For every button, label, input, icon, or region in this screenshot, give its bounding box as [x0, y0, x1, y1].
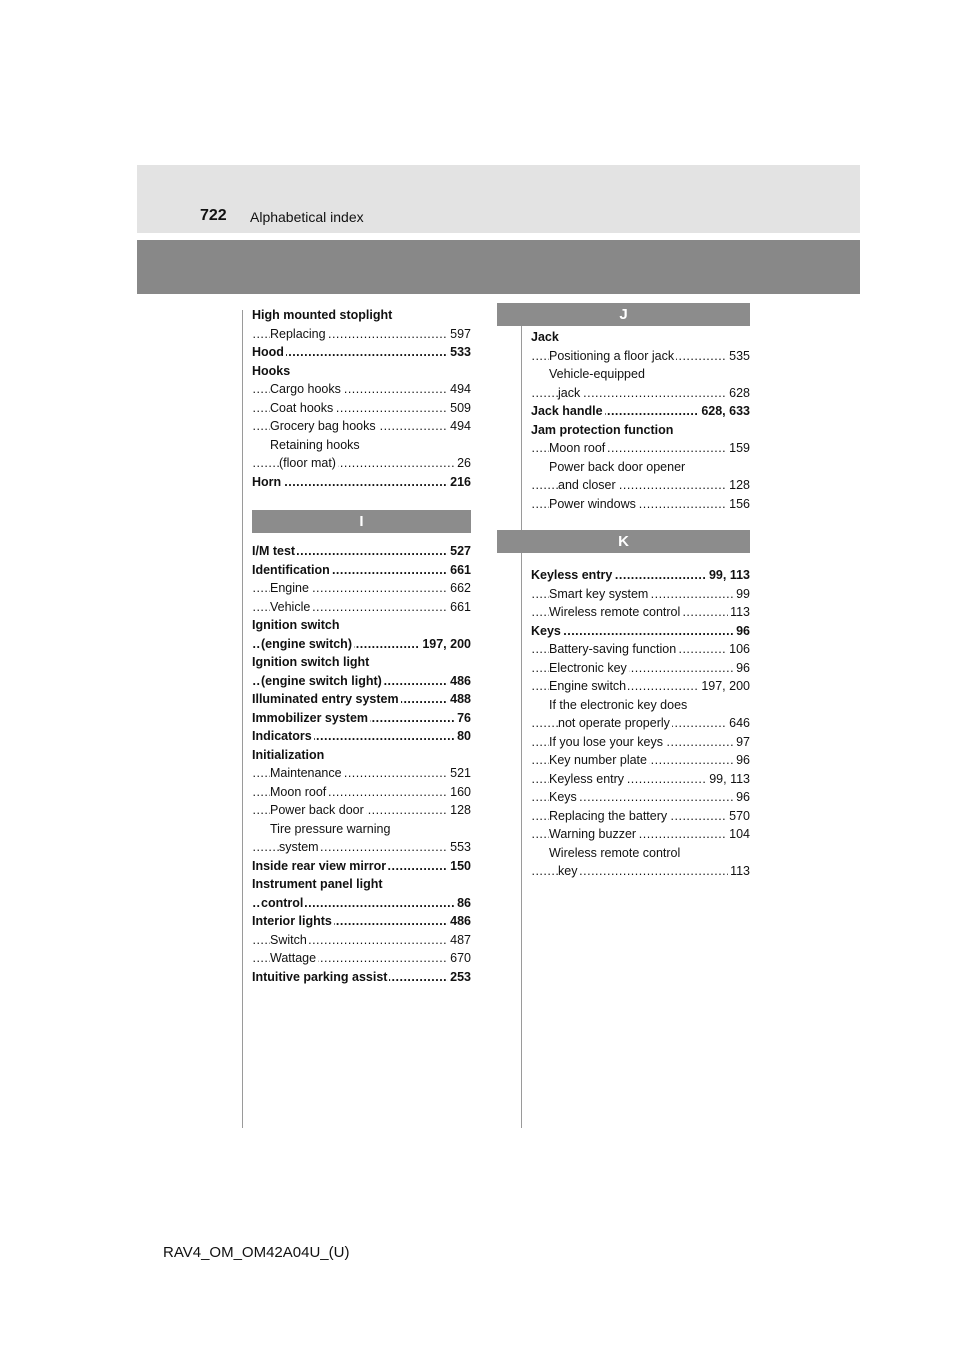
index-entry	[252, 579, 471, 598]
index-entry	[252, 343, 471, 362]
index-entry	[252, 727, 471, 746]
entry-label: Cargo hooks	[270, 382, 341, 396]
entry-label: Keyless entry	[549, 771, 625, 786]
index-entry	[252, 362, 471, 381]
header-bar	[137, 165, 860, 233]
entry-label: Jack	[531, 330, 559, 344]
entry-label: Electronic key	[549, 660, 627, 675]
index-entry	[252, 764, 471, 783]
entry-page: 535	[727, 347, 750, 366]
index-entry	[252, 875, 471, 894]
index-entry	[252, 380, 471, 399]
index-entry	[531, 347, 750, 366]
index-entry	[252, 783, 471, 802]
index-entry	[531, 844, 750, 863]
index-entry	[531, 476, 750, 495]
entry-label: Tire pressure warning	[270, 821, 391, 836]
entry-label: Instrument panel light	[252, 877, 383, 891]
entry-label: jack	[558, 385, 581, 400]
entry-label: Moon roof	[549, 441, 606, 455]
entry-page: 97	[734, 733, 750, 752]
index-entry	[252, 454, 471, 473]
index-entry	[252, 473, 471, 492]
entry-label: (engine switch light)	[261, 673, 382, 688]
entry-label: not operate properly	[558, 716, 670, 730]
index-entry	[531, 825, 750, 844]
entry-page: 128	[727, 476, 750, 495]
index-entry	[252, 709, 471, 728]
index-group-h	[252, 306, 471, 491]
entry-page: 487	[448, 931, 471, 950]
entry-label: Initialization	[252, 747, 325, 762]
entry-label: If you lose your keys	[549, 734, 663, 749]
entry-page: 533	[448, 343, 471, 362]
entry-label: Keyless entry	[531, 568, 613, 582]
entry-label: Moon roof	[270, 784, 327, 799]
index-entry	[252, 912, 471, 931]
entry-page: 99, 113	[707, 566, 750, 585]
entry-label: Hooks	[252, 363, 291, 378]
entry-label: Keys	[549, 790, 577, 804]
entry-page: 160	[448, 783, 471, 802]
entry-label: Intuitive parking assist	[252, 969, 388, 984]
entry-label: Vehicle	[270, 599, 311, 614]
index-entry	[252, 598, 471, 617]
entry-label: Replacing	[270, 326, 326, 341]
letter-banner-i	[252, 510, 471, 533]
entry-label: control	[261, 895, 304, 910]
letter-banner-k	[497, 530, 750, 553]
entry-label: Engine	[270, 581, 309, 595]
letter-label: I	[359, 513, 364, 530]
index-group-i	[252, 542, 471, 986]
index-entry	[252, 306, 471, 325]
entry-label: Horn	[252, 474, 282, 489]
entry-page: 197, 200	[420, 635, 471, 654]
entry-page: 128	[448, 801, 471, 820]
index-group-k	[531, 566, 750, 881]
entry-page: 527	[448, 542, 471, 561]
index-entry	[531, 421, 750, 440]
entry-page: 521	[448, 764, 471, 783]
index-entry	[252, 894, 471, 913]
entry-label: Jam protection function	[531, 422, 674, 437]
entry-label: Interior lights	[252, 914, 332, 928]
entry-label: Inside rear view mirror	[252, 858, 387, 873]
entry-page: 216	[448, 473, 471, 492]
index-entry	[531, 603, 750, 622]
entry-page: 76	[455, 709, 471, 728]
entry-label: and closer	[558, 478, 616, 492]
document-id: RAV4_OM_OM42A04U_(U)	[163, 1244, 350, 1261]
index-entry	[252, 968, 471, 987]
entry-label: Positioning a floor jack	[549, 348, 675, 363]
entry-label: Ignition switch	[252, 618, 340, 632]
index-entry	[252, 672, 471, 691]
entry-label: Coat hooks	[270, 400, 334, 415]
index-entry	[252, 820, 471, 839]
index-entry	[531, 677, 750, 696]
index-entry	[531, 733, 750, 752]
entry-page: 99, 113	[707, 770, 750, 789]
entry-label: Indicators	[252, 729, 312, 743]
entry-label: If the electronic key does	[549, 697, 688, 712]
index-group-j	[531, 328, 750, 513]
entry-label: Battery-saving function	[549, 642, 677, 656]
index-entry	[252, 838, 471, 857]
index-entry	[531, 585, 750, 604]
entry-label: Identification	[252, 562, 330, 577]
entry-label: Replacing the battery	[549, 808, 668, 823]
left-column	[252, 306, 471, 986]
entry-page: 509	[448, 399, 471, 418]
index-entry	[252, 949, 471, 968]
entry-page: 661	[448, 598, 471, 617]
entry-label: Ignition switch light	[252, 655, 370, 669]
entry-page: 486	[448, 672, 471, 691]
entry-page: 150	[448, 857, 471, 876]
entry-page: 570	[727, 807, 750, 826]
letter-banner-j	[497, 303, 750, 326]
entry-page: 628, 633	[699, 402, 750, 421]
entry-page: 553	[448, 838, 471, 857]
index-entry	[531, 495, 750, 514]
index-entry	[252, 653, 471, 672]
entry-page: 113	[728, 603, 750, 622]
letter-label: J	[619, 306, 628, 323]
index-entry	[531, 566, 750, 585]
entry-page: 488	[448, 690, 471, 709]
entry-page: 96	[734, 788, 750, 807]
entry-page: 661	[448, 561, 471, 580]
entry-page: 253	[448, 968, 471, 987]
entry-label: Switch	[270, 932, 307, 947]
entry-page: 86	[455, 894, 471, 913]
entry-page: 80	[455, 727, 471, 746]
entry-label: Power windows	[549, 496, 636, 511]
entry-page: 670	[448, 949, 471, 968]
index-entry	[531, 862, 750, 881]
entry-page: 104	[727, 825, 750, 844]
entry-page: 494	[448, 417, 471, 436]
index-entry	[252, 399, 471, 418]
entry-page: 106	[727, 640, 750, 659]
entry-label: Grocery bag hooks	[270, 419, 376, 433]
index-entry	[252, 616, 471, 635]
entry-label: Warning buzzer	[549, 827, 637, 841]
index-entry	[531, 458, 750, 477]
index-entry	[531, 807, 750, 826]
index-entry	[252, 931, 471, 950]
index-entry	[531, 439, 750, 458]
entry-label: Key number plate	[549, 753, 647, 767]
index-entry	[252, 436, 471, 455]
entry-label: Power back door	[270, 803, 364, 817]
entry-label: High mounted stoplight	[252, 308, 393, 322]
entry-label: Keys	[531, 623, 561, 638]
entry-label: Smart key system	[549, 586, 649, 601]
index-entry	[531, 384, 750, 403]
entry-page: 159	[727, 439, 750, 458]
section-title: Alphabetical index	[250, 209, 364, 225]
index-entry	[531, 365, 750, 384]
entry-page: 156	[727, 495, 750, 514]
entry-page: 99	[734, 585, 750, 604]
entry-label: Power back door opener	[549, 459, 686, 474]
entry-label: Illuminated entry system	[252, 692, 399, 706]
index-entry	[531, 622, 750, 641]
entry-label: Vehicle-equipped	[549, 367, 645, 381]
entry-label: Retaining hooks	[270, 437, 360, 452]
entry-label: key	[558, 864, 578, 878]
index-entry	[531, 770, 750, 789]
index-entry	[531, 328, 750, 347]
header-band	[137, 240, 860, 294]
entry-page: 96	[734, 622, 750, 641]
entry-page: 113	[728, 862, 750, 881]
entry-label: Hood	[252, 345, 284, 359]
index-entry	[531, 788, 750, 807]
index-entry	[252, 801, 471, 820]
index-entry	[252, 635, 471, 654]
entry-page: 494	[448, 380, 471, 399]
entry-page: 96	[734, 659, 750, 678]
index-entry	[531, 751, 750, 770]
index-entry	[531, 714, 750, 733]
entry-page: 197, 200	[699, 677, 750, 696]
entry-label: Wireless remote control	[549, 605, 681, 619]
entry-label: Jack handle	[531, 404, 603, 418]
index-entry	[531, 659, 750, 678]
entry-label: Wattage	[270, 951, 317, 965]
index-entry	[531, 402, 750, 421]
index-entry	[252, 561, 471, 580]
entry-label: Immobilizer system	[252, 710, 369, 725]
entry-label: (engine switch)	[261, 636, 352, 651]
entry-label: Wireless remote control	[549, 845, 681, 860]
index-entry	[531, 696, 750, 715]
entry-page: 628	[727, 384, 750, 403]
entry-label: system	[279, 840, 319, 854]
index-entry	[252, 746, 471, 765]
index-entry	[252, 857, 471, 876]
page-number: 722	[200, 207, 227, 224]
letter-label: K	[618, 533, 629, 550]
entry-label: (floor mat)	[279, 456, 336, 470]
entry-label: Engine switch	[549, 679, 627, 693]
column-divider-left	[242, 310, 243, 1128]
entry-label: Maintenance	[270, 766, 342, 780]
index-entry	[252, 690, 471, 709]
entry-page: 26	[455, 454, 471, 473]
entry-page: 486	[448, 912, 471, 931]
right-column	[531, 328, 750, 881]
index-entry	[252, 417, 471, 436]
entry-label: I/M test	[252, 544, 296, 558]
index-entry	[252, 542, 471, 561]
column-divider-right	[521, 310, 522, 1128]
index-entry	[531, 640, 750, 659]
entry-page: 646	[727, 714, 750, 733]
index-entry	[252, 325, 471, 344]
entry-page: 96	[734, 751, 750, 770]
entry-page: 597	[448, 325, 471, 344]
entry-page: 662	[448, 579, 471, 598]
